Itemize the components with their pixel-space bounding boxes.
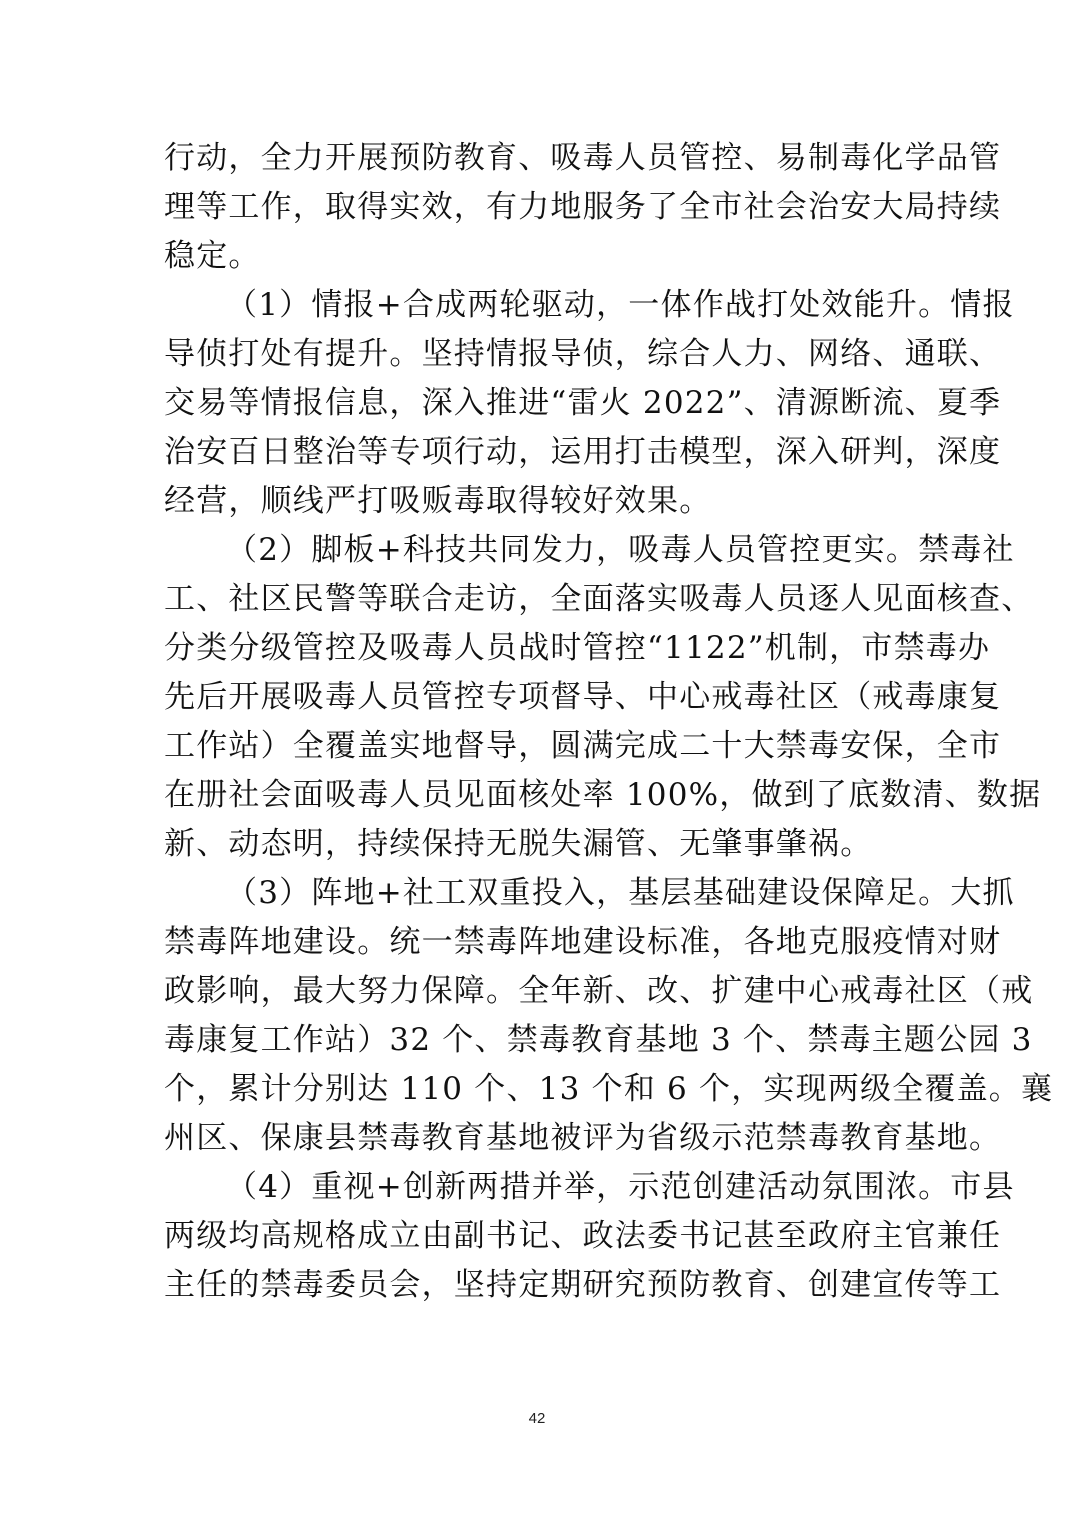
text-line: 在册社会面吸毒人员见面核处率 100%，做到了底数清、数据 xyxy=(164,777,1042,813)
text-line: 主任的禁毒委员会，坚持定期研究预防教育、创建宣传等工 xyxy=(164,1267,1002,1303)
text-line: 导侦打处有提升。坚持情报导侦，综合人力、网络、通联、 xyxy=(164,336,1002,372)
text-line: 两级均高规格成立由副书记、政法委书记甚至政府主官兼任 xyxy=(164,1218,1002,1254)
text-line: 理等工作，取得实效，有力地服务了全市社会治安大局持续 xyxy=(164,189,1002,225)
text-line: （3）阵地+社工双重投入，基层基础建设保障足。大抓 xyxy=(226,875,1015,911)
paragraph-item-2 xyxy=(164,526,1042,869)
text-line: 治安百日整治等专项行动，运用打击模型，深入研判，深度 xyxy=(164,434,1002,470)
paragraph-item-1 xyxy=(164,281,1015,526)
text-line: （4）重视+创新两措并举，示范创建活动氛围浓。市县 xyxy=(226,1169,1015,1205)
paragraph-intro-continuation xyxy=(164,134,1002,281)
text-line: 分类分级管控及吸毒人员战时管控“1122”机制，市禁毒办 xyxy=(164,630,991,666)
text-line: 先后开展吸毒人员管控专项督导、中心戒毒社区（戒毒康复 xyxy=(164,679,1002,715)
text-line: 工作站）全覆盖实地督导，圆满完成二十大禁毒安保，全市 xyxy=(164,728,1002,764)
text-line: 稳定。 xyxy=(164,238,261,274)
text-line: 经营，顺线严打吸贩毒取得较好效果。 xyxy=(164,483,712,519)
text-line: （2）脚板+科技共同发力，吸毒人员管控更实。禁毒社 xyxy=(226,532,1015,568)
text-line: 州区、保康县禁毒教育基地被评为省级示范禁毒教育基地。 xyxy=(164,1120,1002,1156)
text-line: 禁毒阵地建设。统一禁毒阵地建设标准，各地克服疫情对财 xyxy=(164,924,1002,960)
text-line: 交易等情报信息，深入推进“雷火 2022”、清源断流、夏季 xyxy=(164,385,1002,421)
text-line: 工、社区民警等联合走访，全面落实吸毒人员逐人见面核查、 xyxy=(164,581,1034,617)
text-line: （1）情报+合成两轮驱动，一体作战打处效能升。情报 xyxy=(226,287,1015,323)
text-line: 新、动态明，持续保持无脱失漏管、无肇事肇祸。 xyxy=(164,826,873,862)
text-line: 行动，全力开展预防教育、吸毒人员管控、易制毒化学品管 xyxy=(164,140,1002,176)
paragraph-item-4 xyxy=(164,1163,1015,1310)
text-line: 毒康复工作站）32 个、禁毒教育基地 3 个、禁毒主题公园 3 xyxy=(164,1022,1033,1058)
text-line: 政影响，最大努力保障。全年新、改、扩建中心戒毒社区（戒 xyxy=(164,973,1034,1009)
body-text xyxy=(164,134,1054,1310)
text-line: 个，累计分别达 110 个、13 个和 6 个，实现两级全覆盖。襄 xyxy=(164,1071,1054,1107)
page-number: 42 xyxy=(528,1410,546,1427)
paragraph-item-3 xyxy=(164,869,1054,1163)
